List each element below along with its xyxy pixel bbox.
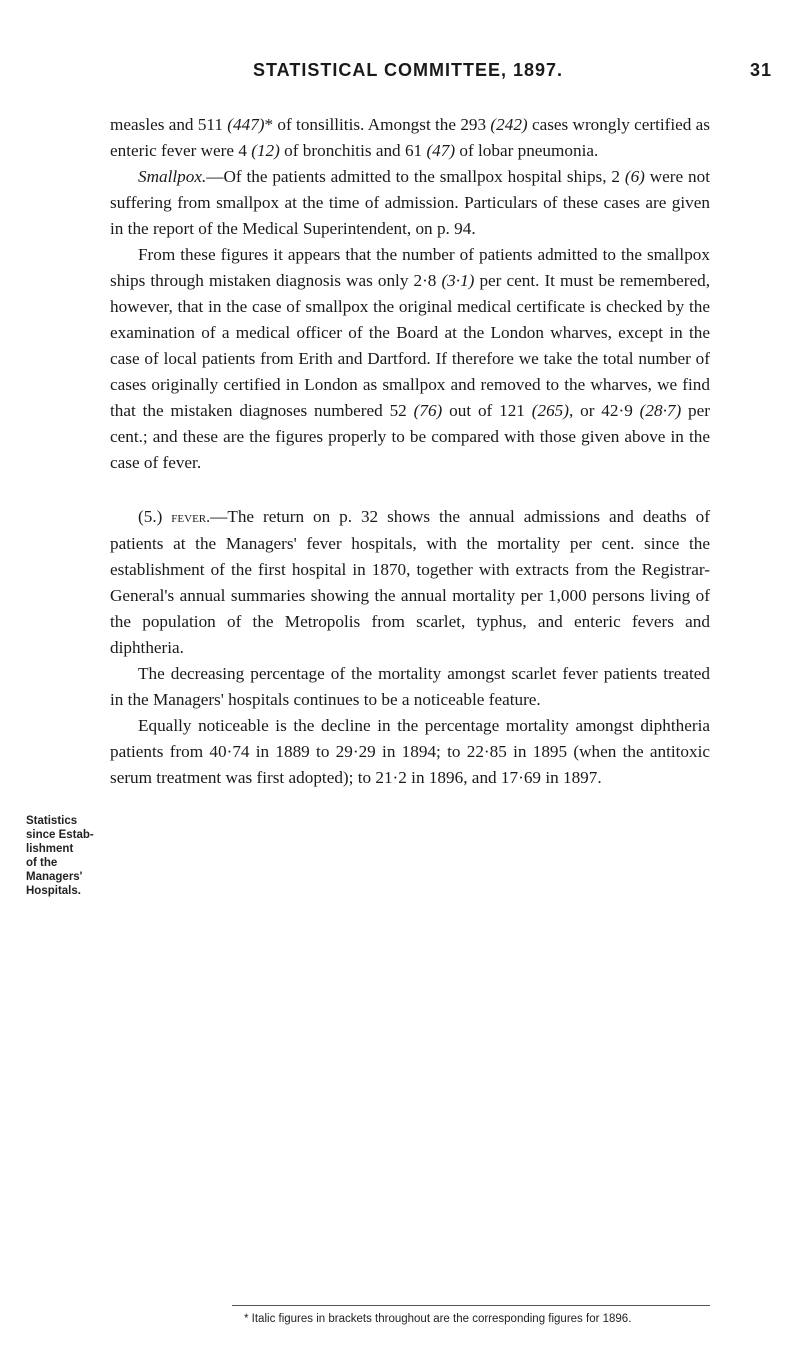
- paragraph-tonsillitis: measles and 511 (447)* of tonsillitis. Amongst the 293 (242) cases wrongly certified as enteric fever were 4 (12) of bronchitis and 61 (47) of lobar pneumonia.: [110, 115, 710, 160]
- paragraph-scarlet-fever: The decreasing percentage of the mortality amongst scarlet fever patients treated in the Managers' hospitals continues to be a noticeable feature.: [110, 664, 710, 709]
- paragraph-smallpox: Smallpox.—Of the patients admitted to the smallpox hospital ships, 2 (6) were not suffering from smallpox at the time of admission. Particulars of these cases are given in the report of the Medical Superintendent, on p. 94.: [110, 167, 710, 238]
- smallpox-heading: Smallpox.: [138, 167, 207, 186]
- footnote: * Italic figures in brackets throughout are the corresponding figures for 1896.: [244, 1313, 632, 1325]
- body-text: [110, 112, 710, 791]
- paragraph-fever: (5.) fever.—The return on p. 32 shows the annual admissions and deaths of patients at the Managers' fever hospitals, with the mortality per cent. since the establishment of the first hospital in 1870, together with extracts from the Registrar-General's annual summaries showing the annual mortality per 1,000 persons living of the population of the Metropolis from scarlet, typhus, and enteric fevers and diphtheria.: [110, 507, 710, 657]
- paragraph-mistaken-diagnosis: From these figures it appears that the number of patients admitted to the smallpox ships through mistaken diagnosis was only 2·8 (3·1) per cent. It must be remembered, however, that in the case of smallpox the original medical certificate is checked by the examination of a medical officer of the Board at the London wharves, except in the case of local patients from Erith and Dartford. If therefore we take the total number of cases originally certified in London as smallpox and removed to the wharves, we find that the mistaken diagnoses numbered 52 (76) out of 121 (265), or 42·9 (28·7) per cent.; and these are the figures properly to be compared with those given above in the case of fever.: [110, 245, 711, 472]
- margin-note: Statistics since Estab- lishment of the Managers' Hospitals.: [26, 815, 94, 897]
- page-number: 31: [750, 60, 773, 80]
- footnote-rule: [232, 1305, 710, 1306]
- running-title: STATISTICAL COMMITTEE, 1897.: [253, 60, 564, 80]
- paragraph-diphtheria: Equally noticeable is the decline in the percentage mortality amongst diphtheria patients from 40·74 in 1889 to 29·29 in 1894; to 22·85 in 1895 (when the antitoxic serum treatment was first adopted); to 21·2 in 1896, and 17·69 in 1897.: [110, 716, 710, 787]
- fever-heading: fever.: [171, 509, 211, 526]
